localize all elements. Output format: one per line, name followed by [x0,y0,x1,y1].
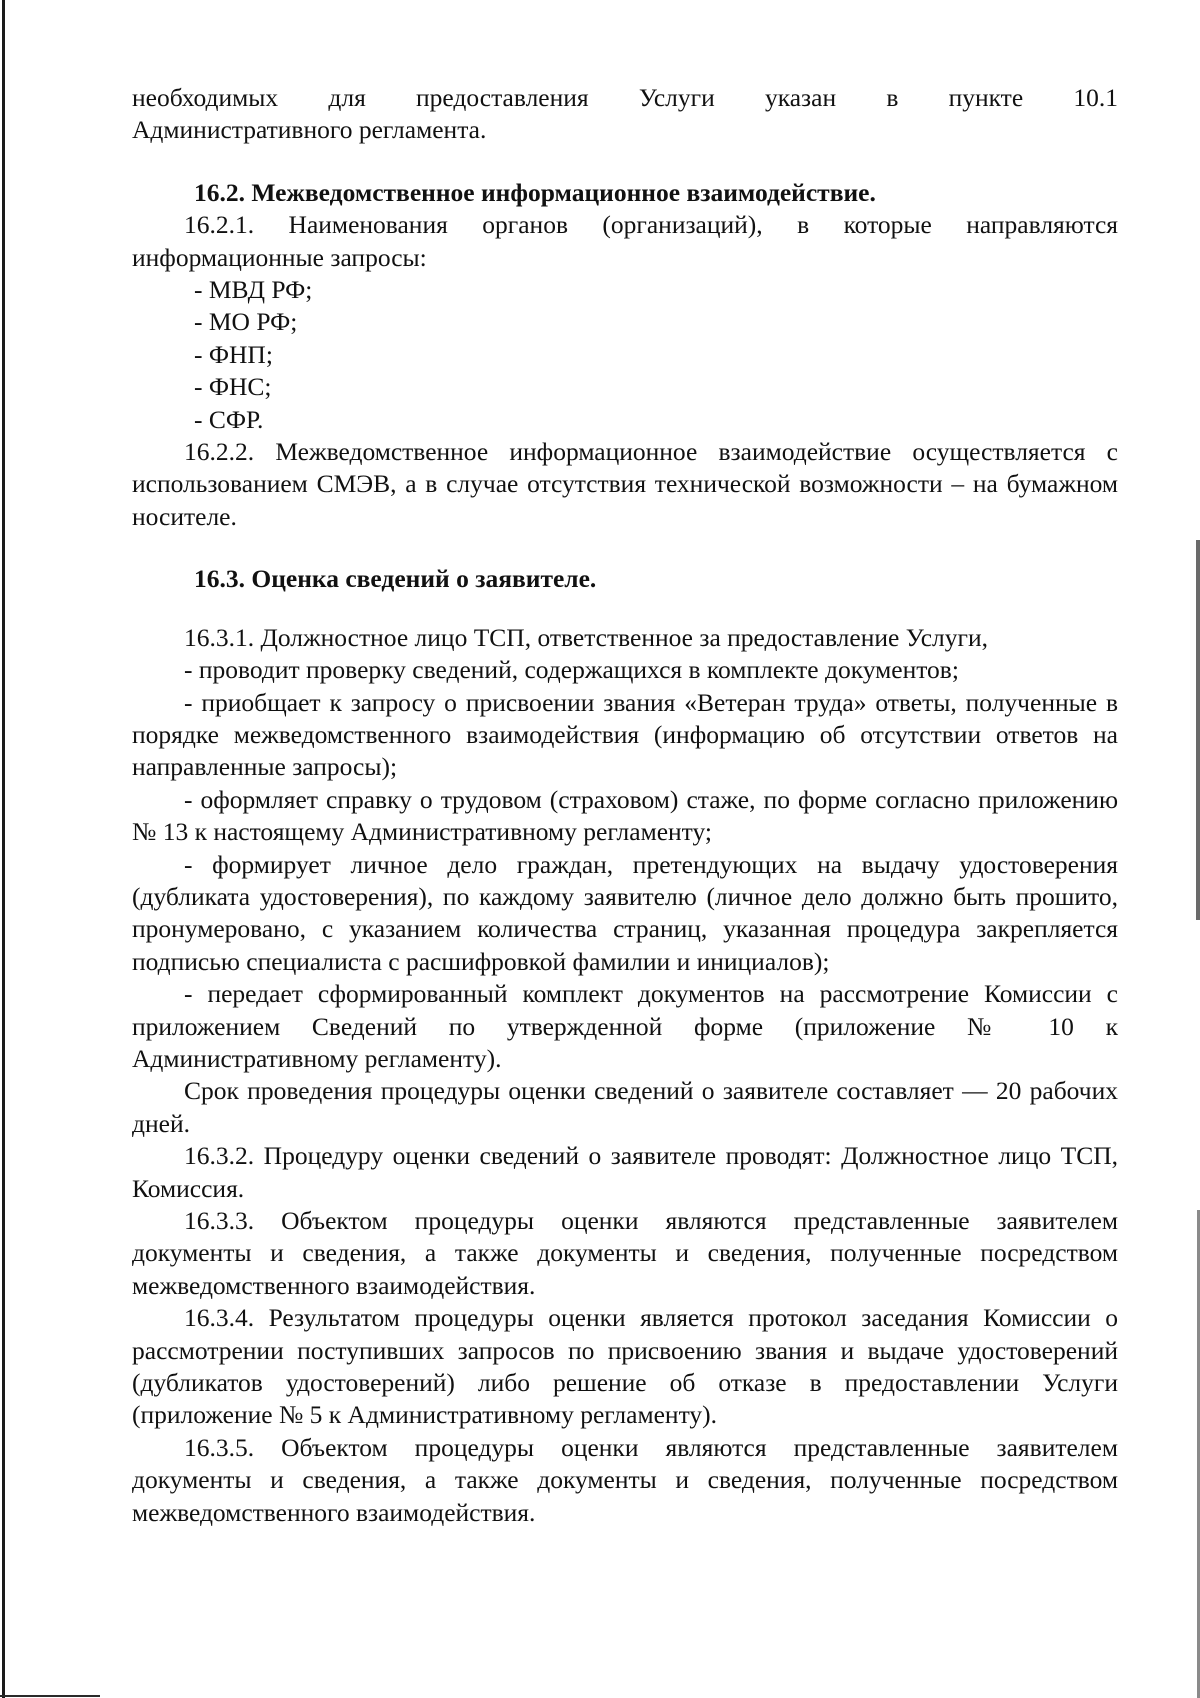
agency-item: - МВД РФ; [194,275,313,305]
agency-item: - ФНП; [194,339,273,369]
duty-item: - проводит проверку сведений, содержащихся в комплекте документов; [184,655,959,685]
section-16-2-title: 16.2. Межведомственное информационное взаимодействие. [194,177,876,207]
scan-bottom-line [0,1695,100,1697]
agency-item: - МО РФ; [194,307,298,337]
spacer [132,147,1118,177]
paragraph-16-3-1: 16.3.1. Должностное лицо ТСП, ответственное за предоставление Услуги, [184,622,988,652]
intro-line-2: Административного регламента. [132,115,487,145]
scan-edge-left [2,0,5,1698]
scan-edge-right [1196,540,1200,920]
paragraph-16-2-2: 16.2.2. Межведомственное информационное взаимодействие осуществляется с использованием СМЭВ, а в случае отсутствия технической возможности – на бумажном носителе. [132,437,1118,531]
duty-item: - оформляет справку о трудовом (страховом) стаже, по форме согласно приложению № 13 к настоящему Административному регламенту; [132,784,1118,847]
paragraph-16-3-2: 16.3.2. Процедуру оценки сведений о заявителе проводят: Должностное лицо ТСП, Комиссия. [132,1141,1118,1203]
paragraph-16-2-1: 16.2.1. Наименования органов (организаций), в которые направляются информационные запросы: [132,210,1118,272]
term-paragraph: Срок проведения процедуры оценки сведений о заявителе составляет — 20 рабочих дней. [132,1076,1118,1138]
spacer [132,596,1118,622]
duty-item: - формирует личное дело граждан, претендующих на выдачу удостоверения (дубликата удостоверения), по каждому заявителю (личное дело должно быть прошито, пронумеровано, с указанием количества страниц, указанная процедура закрепляется подписью специалиста с расшифровкой фамилии и инициалов); [132,849,1118,976]
agency-item: - СФР. [194,404,264,434]
paragraph-16-3-3: 16.3.3. Объектом процедуры оценки являются представленные заявителем документы и сведения, а также документы и сведения, полученные посредством межведомственного взаимодействия. [132,1206,1118,1300]
intro-line-1: необходимых для предоставления Услуги указан в пункте 10.1 [132,83,1118,112]
document-page [132,82,1118,1529]
paragraph-16-3-4: 16.3.4. Результатом процедуры оценки является протокол заседания Комиссии о рассмотрении поступивших запросов по присвоению звания и выдаче удостоверений (дубликатов удостоверений) либо решение об отказе в предоставлении Услуги (приложение № 5 к Административному регламенту). [132,1303,1118,1430]
agency-list [132,274,1118,436]
spacer [132,533,1118,563]
duty-item: - приобщает к запросу о присвоении звания «Ветеран труда» ответы, полученные в порядке межведомственного взаимодействия (информацию об отсутствии ответов на направленные запросы); [132,687,1118,782]
agency-item: - ФНС; [194,372,272,402]
section-16-3-title: 16.3. Оценка сведений о заявителе. [194,564,597,594]
paragraph-16-3-5: 16.3.5. Объектом процедуры оценки являются представленные заявителем документы и сведения, а также документы и сведения, полученные посредством межведомственного взаимодействия. [132,1432,1118,1527]
duty-item: - передает сформированный комплект документов на рассмотрение Комиссии с приложением Сведений по утвержденной форме (приложение № 10 к Административному регламенту). [132,979,1118,1073]
duties-list [132,654,1118,1075]
